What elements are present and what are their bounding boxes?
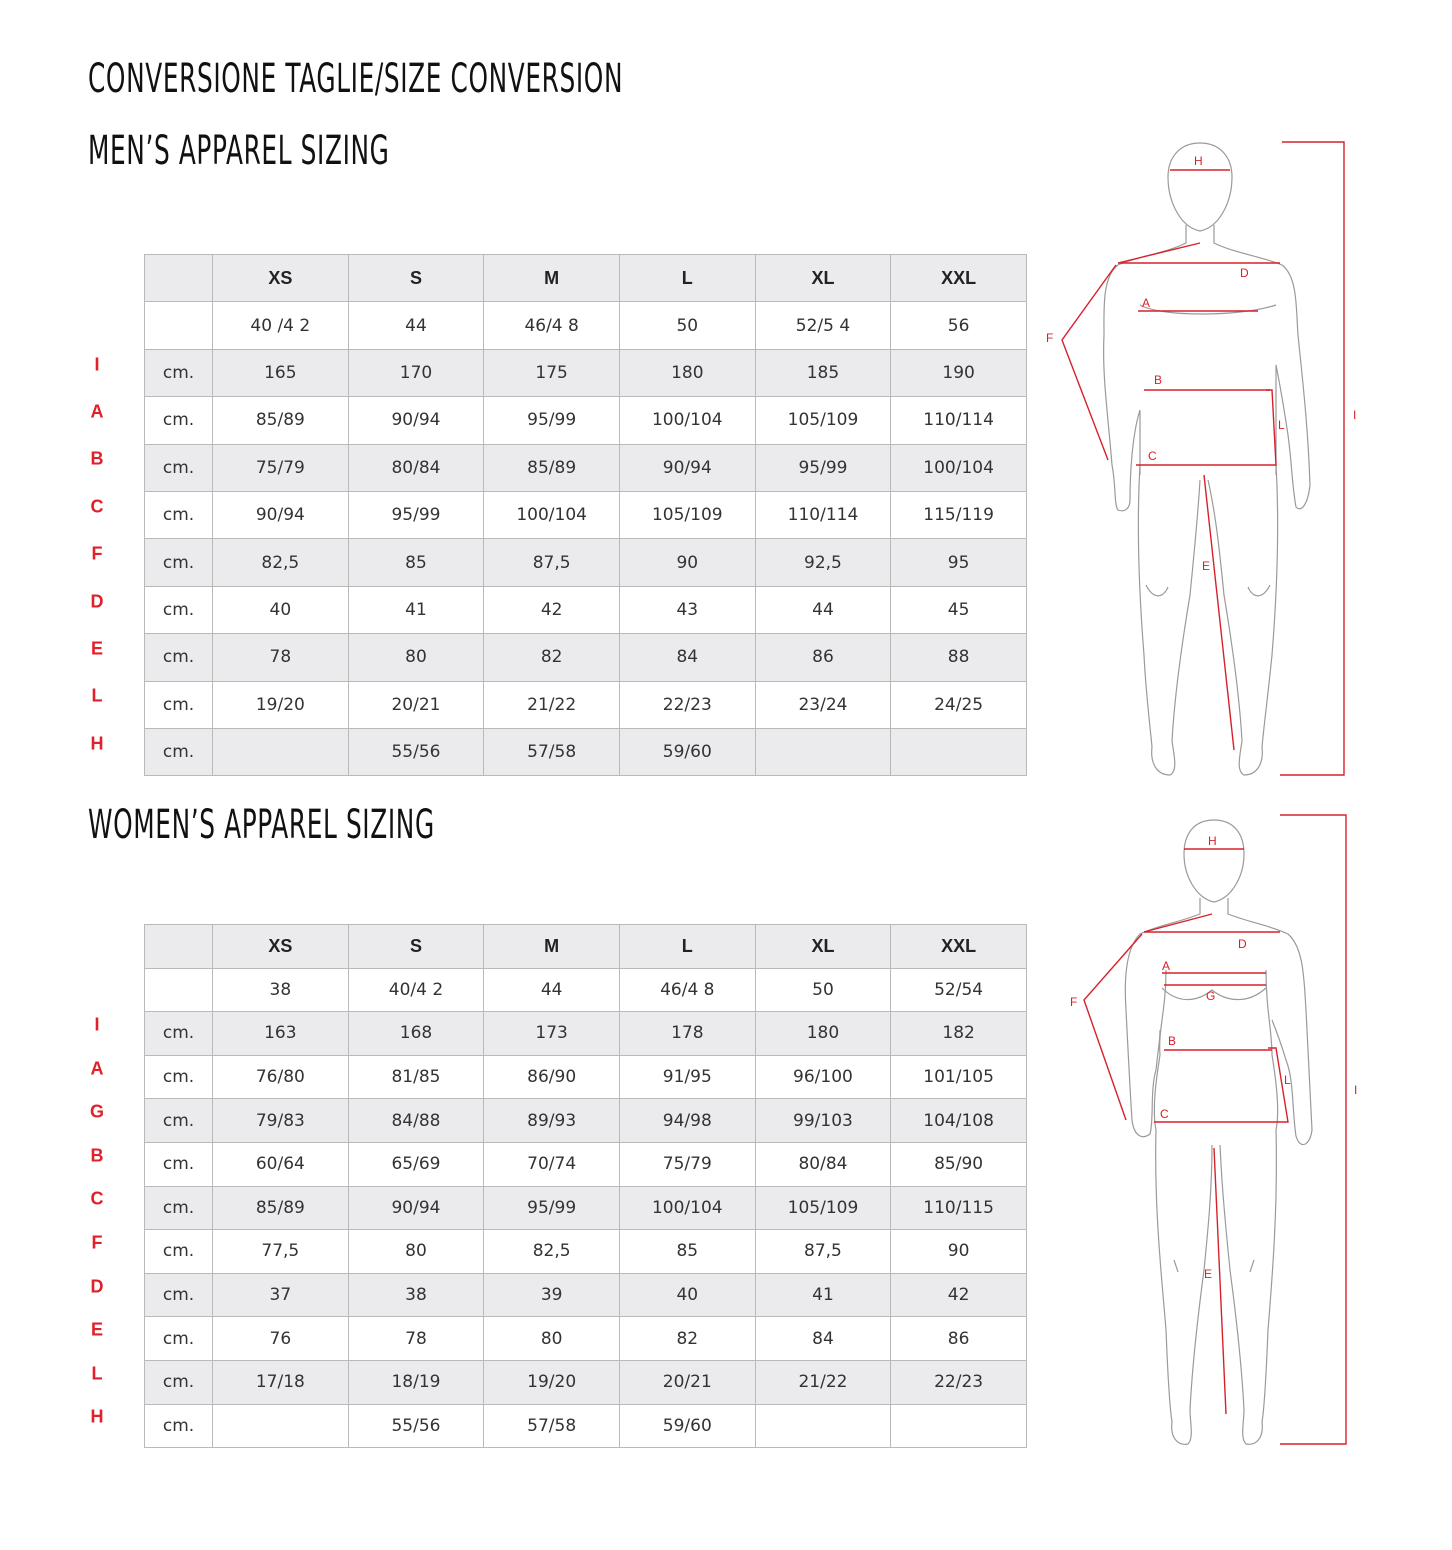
- value-cell: [891, 1404, 1027, 1448]
- value-cell: 41: [755, 1273, 891, 1317]
- size-header-s: S: [348, 925, 484, 969]
- value-cell: 100/104: [619, 397, 755, 444]
- value-cell: 76/80: [213, 1055, 349, 1099]
- size-header-xxl: XXL: [891, 925, 1027, 969]
- women-eu-size-row: [145, 968, 1027, 1012]
- measure-letter-a: A: [90, 401, 104, 422]
- unit-cell: cm.: [145, 728, 213, 775]
- value-cell: 95/99: [755, 444, 891, 491]
- value-cell: 55/56: [348, 1404, 484, 1448]
- unit-cell: cm.: [145, 634, 213, 681]
- value-cell: 85/89: [484, 444, 620, 491]
- eu-size-cell: 40/4 2: [348, 968, 484, 1012]
- size-header-l: L: [619, 925, 755, 969]
- men-row-a: [145, 397, 1027, 444]
- value-cell: 85: [619, 1230, 755, 1274]
- women-row-l: [145, 1360, 1027, 1404]
- value-cell: 37: [213, 1273, 349, 1317]
- unit-cell: cm.: [145, 444, 213, 491]
- value-cell: 20/21: [619, 1360, 755, 1404]
- value-cell: 22/23: [891, 1360, 1027, 1404]
- value-cell: 110/114: [755, 491, 891, 538]
- size-header-l: L: [619, 255, 755, 302]
- size-header-xs: XS: [213, 925, 349, 969]
- eu-size-cell: 44: [484, 968, 620, 1012]
- measure-letter-d: D: [90, 1276, 104, 1297]
- value-cell: [755, 728, 891, 775]
- measure-letter-h: H: [90, 1406, 104, 1427]
- women-row-h: [145, 1404, 1027, 1448]
- value-cell: 95/99: [484, 1186, 620, 1230]
- value-cell: 21/22: [484, 681, 620, 728]
- men-row-d: [145, 586, 1027, 633]
- value-cell: 19/20: [213, 681, 349, 728]
- women-row-e: [145, 1317, 1027, 1361]
- value-cell: 92,5: [755, 539, 891, 586]
- value-cell: 85/89: [213, 397, 349, 444]
- value-cell: 60/64: [213, 1142, 349, 1186]
- women-label-d: D: [1238, 937, 1247, 951]
- value-cell: 24/25: [891, 681, 1027, 728]
- men-row-f: [145, 539, 1027, 586]
- measure-letter-i: I: [94, 1014, 100, 1035]
- main-title: CONVERSIONE TAGLIE/SIZE CONVERSION: [88, 56, 624, 102]
- value-cell: 80: [484, 1317, 620, 1361]
- value-cell: 100/104: [484, 491, 620, 538]
- value-cell: 39: [484, 1273, 620, 1317]
- value-cell: 82,5: [484, 1230, 620, 1274]
- size-header-xl: XL: [755, 255, 891, 302]
- value-cell: 110/114: [891, 397, 1027, 444]
- unit-cell: cm.: [145, 681, 213, 728]
- value-cell: 57/58: [484, 1404, 620, 1448]
- women-label-g: G: [1206, 989, 1216, 1003]
- value-cell: 165: [213, 349, 349, 396]
- men-label-i: I: [1353, 408, 1357, 422]
- men-row-h: [145, 728, 1027, 775]
- value-cell: 115/119: [891, 491, 1027, 538]
- value-cell: 180: [619, 349, 755, 396]
- women-label-b: B: [1168, 1034, 1177, 1048]
- value-cell: 75/79: [213, 444, 349, 491]
- value-cell: 180: [755, 1012, 891, 1056]
- eu-size-label-cell: [145, 968, 213, 1012]
- value-cell: 65/69: [348, 1142, 484, 1186]
- men-size-table: [144, 254, 1027, 776]
- size-header-xs: XS: [213, 255, 349, 302]
- measure-letter-e: E: [90, 638, 103, 659]
- value-cell: 190: [891, 349, 1027, 396]
- women-label-f: F: [1070, 995, 1078, 1009]
- value-cell: 44: [755, 586, 891, 633]
- women-label-c: C: [1160, 1107, 1169, 1121]
- unit-cell: cm.: [145, 1317, 213, 1361]
- eu-size-cell: 52/54: [891, 968, 1027, 1012]
- size-header-xl: XL: [755, 925, 891, 969]
- value-cell: 173: [484, 1012, 620, 1056]
- men-section-title: MEN’S APPAREL SIZING: [88, 128, 390, 174]
- value-cell: 90/94: [348, 397, 484, 444]
- men-label-h: H: [1194, 154, 1203, 168]
- value-cell: 80/84: [348, 444, 484, 491]
- men-label-e: E: [1202, 559, 1211, 573]
- value-cell: 105/109: [755, 1186, 891, 1230]
- value-cell: 57/58: [484, 728, 620, 775]
- men-label-c: C: [1148, 449, 1157, 463]
- value-cell: 79/83: [213, 1099, 349, 1143]
- men-body-outline: [1104, 143, 1310, 775]
- men-row-e: [145, 634, 1027, 681]
- size-header-m: M: [484, 255, 620, 302]
- men-row-l: [145, 681, 1027, 728]
- men-label-f: F: [1046, 331, 1054, 345]
- value-cell: [755, 1404, 891, 1448]
- unit-cell: cm.: [145, 1012, 213, 1056]
- value-cell: 101/105: [891, 1055, 1027, 1099]
- women-row-f: [145, 1230, 1027, 1274]
- women-label-e: E: [1204, 1267, 1213, 1281]
- women-row-i: [145, 1012, 1027, 1056]
- value-cell: 90/94: [619, 444, 755, 491]
- value-cell: 90: [891, 1230, 1027, 1274]
- eu-size-cell: 46/4 8: [619, 968, 755, 1012]
- value-cell: 18/19: [348, 1360, 484, 1404]
- value-cell: 75/79: [619, 1142, 755, 1186]
- value-cell: 80: [348, 1230, 484, 1274]
- men-measure-lines: [1062, 142, 1344, 775]
- value-cell: 78: [348, 1317, 484, 1361]
- women-row-g: [145, 1099, 1027, 1143]
- women-row-c: [145, 1186, 1027, 1230]
- value-cell: 84/88: [348, 1099, 484, 1143]
- value-cell: 100/104: [891, 444, 1027, 491]
- men-eu-size-row: [145, 302, 1027, 349]
- value-cell: 82,5: [213, 539, 349, 586]
- measure-letter-h: H: [90, 733, 104, 754]
- measure-letter-i: I: [94, 354, 100, 374]
- value-cell: 22/23: [619, 681, 755, 728]
- eu-size-cell: 38: [213, 968, 349, 1012]
- value-cell: 19/20: [484, 1360, 620, 1404]
- value-cell: 89/93: [484, 1099, 620, 1143]
- women-section-title: WOMEN’S APPAREL SIZING: [88, 802, 435, 848]
- value-cell: 90: [619, 539, 755, 586]
- women-label-l: L: [1284, 1073, 1291, 1087]
- value-cell: 17/18: [213, 1360, 349, 1404]
- women-row-d: [145, 1273, 1027, 1317]
- unit-cell: cm.: [145, 397, 213, 444]
- value-cell: 21/22: [755, 1360, 891, 1404]
- value-cell: 163: [213, 1012, 349, 1056]
- women-label-i: I: [1354, 1083, 1358, 1097]
- value-cell: 168: [348, 1012, 484, 1056]
- value-cell: 95: [891, 539, 1027, 586]
- eu-size-cell: 52/5 4: [755, 302, 891, 349]
- eu-size-cell: 56: [891, 302, 1027, 349]
- value-cell: 41: [348, 586, 484, 633]
- value-cell: 90/94: [348, 1186, 484, 1230]
- value-cell: 85/89: [213, 1186, 349, 1230]
- value-cell: 81/85: [348, 1055, 484, 1099]
- value-cell: 175: [484, 349, 620, 396]
- unit-cell: cm.: [145, 1230, 213, 1274]
- men-label-b: B: [1154, 373, 1163, 387]
- value-cell: 94/98: [619, 1099, 755, 1143]
- value-cell: 96/100: [755, 1055, 891, 1099]
- size-header-m: M: [484, 925, 620, 969]
- measure-letter-g: G: [89, 1101, 104, 1122]
- value-cell: 86: [891, 1317, 1027, 1361]
- eu-size-cell: 50: [755, 968, 891, 1012]
- value-cell: 99/103: [755, 1099, 891, 1143]
- value-cell: 185: [755, 349, 891, 396]
- eu-size-cell: 46/4 8: [484, 302, 620, 349]
- value-cell: 110/115: [891, 1186, 1027, 1230]
- value-cell: 23/24: [755, 681, 891, 728]
- women-body-diagram: [1040, 810, 1370, 1450]
- value-cell: 42: [484, 586, 620, 633]
- value-cell: 182: [891, 1012, 1027, 1056]
- value-cell: [213, 728, 349, 775]
- measure-letter-b: B: [90, 1145, 104, 1166]
- men-label-d: D: [1240, 266, 1249, 280]
- men-row-i: [145, 349, 1027, 396]
- unit-cell: cm.: [145, 1099, 213, 1143]
- value-cell: 95/99: [484, 397, 620, 444]
- women-row-a: [145, 1055, 1027, 1099]
- value-cell: 84: [755, 1317, 891, 1361]
- women-label-a: A: [1162, 959, 1171, 973]
- measure-letter-a: A: [90, 1058, 104, 1079]
- value-cell: 77,5: [213, 1230, 349, 1274]
- measure-letter-f: F: [91, 1232, 103, 1253]
- measure-letter-c: C: [90, 1188, 104, 1209]
- eu-size-cell: 44: [348, 302, 484, 349]
- unit-cell: cm.: [145, 1273, 213, 1317]
- women-size-header-row: [145, 925, 1027, 969]
- value-cell: 20/21: [348, 681, 484, 728]
- value-cell: 87,5: [755, 1230, 891, 1274]
- value-cell: 88: [891, 634, 1027, 681]
- men-label-a: A: [1142, 296, 1151, 310]
- corner-cell: [145, 925, 213, 969]
- value-cell: 85: [348, 539, 484, 586]
- value-cell: 86/90: [484, 1055, 620, 1099]
- men-row-b: [145, 444, 1027, 491]
- value-cell: 170: [348, 349, 484, 396]
- value-cell: 104/108: [891, 1099, 1027, 1143]
- value-cell: 45: [891, 586, 1027, 633]
- eu-size-label-cell: [145, 302, 213, 349]
- men-label-l: L: [1278, 418, 1285, 432]
- measure-letter-b: B: [90, 448, 104, 469]
- value-cell: 90/94: [213, 491, 349, 538]
- women-size-table: [144, 924, 1027, 1448]
- value-cell: 59/60: [619, 728, 755, 775]
- value-cell: 76: [213, 1317, 349, 1361]
- men-size-header-row: [145, 255, 1027, 302]
- value-cell: 70/74: [484, 1142, 620, 1186]
- value-cell: 40: [213, 586, 349, 633]
- women-body-outline: [1125, 820, 1312, 1444]
- value-cell: 78: [213, 634, 349, 681]
- eu-size-cell: 40 /4 2: [213, 302, 349, 349]
- unit-cell: cm.: [145, 1186, 213, 1230]
- value-cell: 42: [891, 1273, 1027, 1317]
- value-cell: 84: [619, 634, 755, 681]
- measure-letter-f: F: [91, 543, 103, 564]
- value-cell: 178: [619, 1012, 755, 1056]
- value-cell: 38: [348, 1273, 484, 1317]
- men-body-diagram: [1040, 135, 1370, 780]
- value-cell: 87,5: [484, 539, 620, 586]
- measure-letter-l: L: [91, 1363, 103, 1384]
- value-cell: 105/109: [755, 397, 891, 444]
- value-cell: 43: [619, 586, 755, 633]
- value-cell: [891, 728, 1027, 775]
- value-cell: 40: [619, 1273, 755, 1317]
- unit-cell: cm.: [145, 1055, 213, 1099]
- value-cell: 95/99: [348, 491, 484, 538]
- size-header-xxl: XXL: [891, 255, 1027, 302]
- value-cell: 105/109: [619, 491, 755, 538]
- women-row-b: [145, 1142, 1027, 1186]
- value-cell: 82: [619, 1317, 755, 1361]
- unit-cell: cm.: [145, 491, 213, 538]
- unit-cell: cm.: [145, 1404, 213, 1448]
- men-row-c: [145, 491, 1027, 538]
- unit-cell: cm.: [145, 539, 213, 586]
- unit-cell: cm.: [145, 1142, 213, 1186]
- measure-letter-e: E: [90, 1319, 103, 1340]
- value-cell: 80/84: [755, 1142, 891, 1186]
- eu-size-cell: 50: [619, 302, 755, 349]
- value-cell: [213, 1404, 349, 1448]
- women-label-h: H: [1208, 834, 1217, 848]
- value-cell: 85/90: [891, 1142, 1027, 1186]
- value-cell: 59/60: [619, 1404, 755, 1448]
- measure-letter-c: C: [90, 496, 104, 517]
- value-cell: 82: [484, 634, 620, 681]
- measure-letter-l: L: [91, 685, 103, 706]
- unit-cell: cm.: [145, 1360, 213, 1404]
- value-cell: 86: [755, 634, 891, 681]
- measure-letter-d: D: [90, 591, 104, 611]
- value-cell: 91/95: [619, 1055, 755, 1099]
- value-cell: 80: [348, 634, 484, 681]
- unit-cell: cm.: [145, 349, 213, 396]
- value-cell: 55/56: [348, 728, 484, 775]
- women-measure-lines: [1084, 815, 1346, 1444]
- size-header-s: S: [348, 255, 484, 302]
- corner-cell: [145, 255, 213, 302]
- value-cell: 100/104: [619, 1186, 755, 1230]
- unit-cell: cm.: [145, 586, 213, 633]
